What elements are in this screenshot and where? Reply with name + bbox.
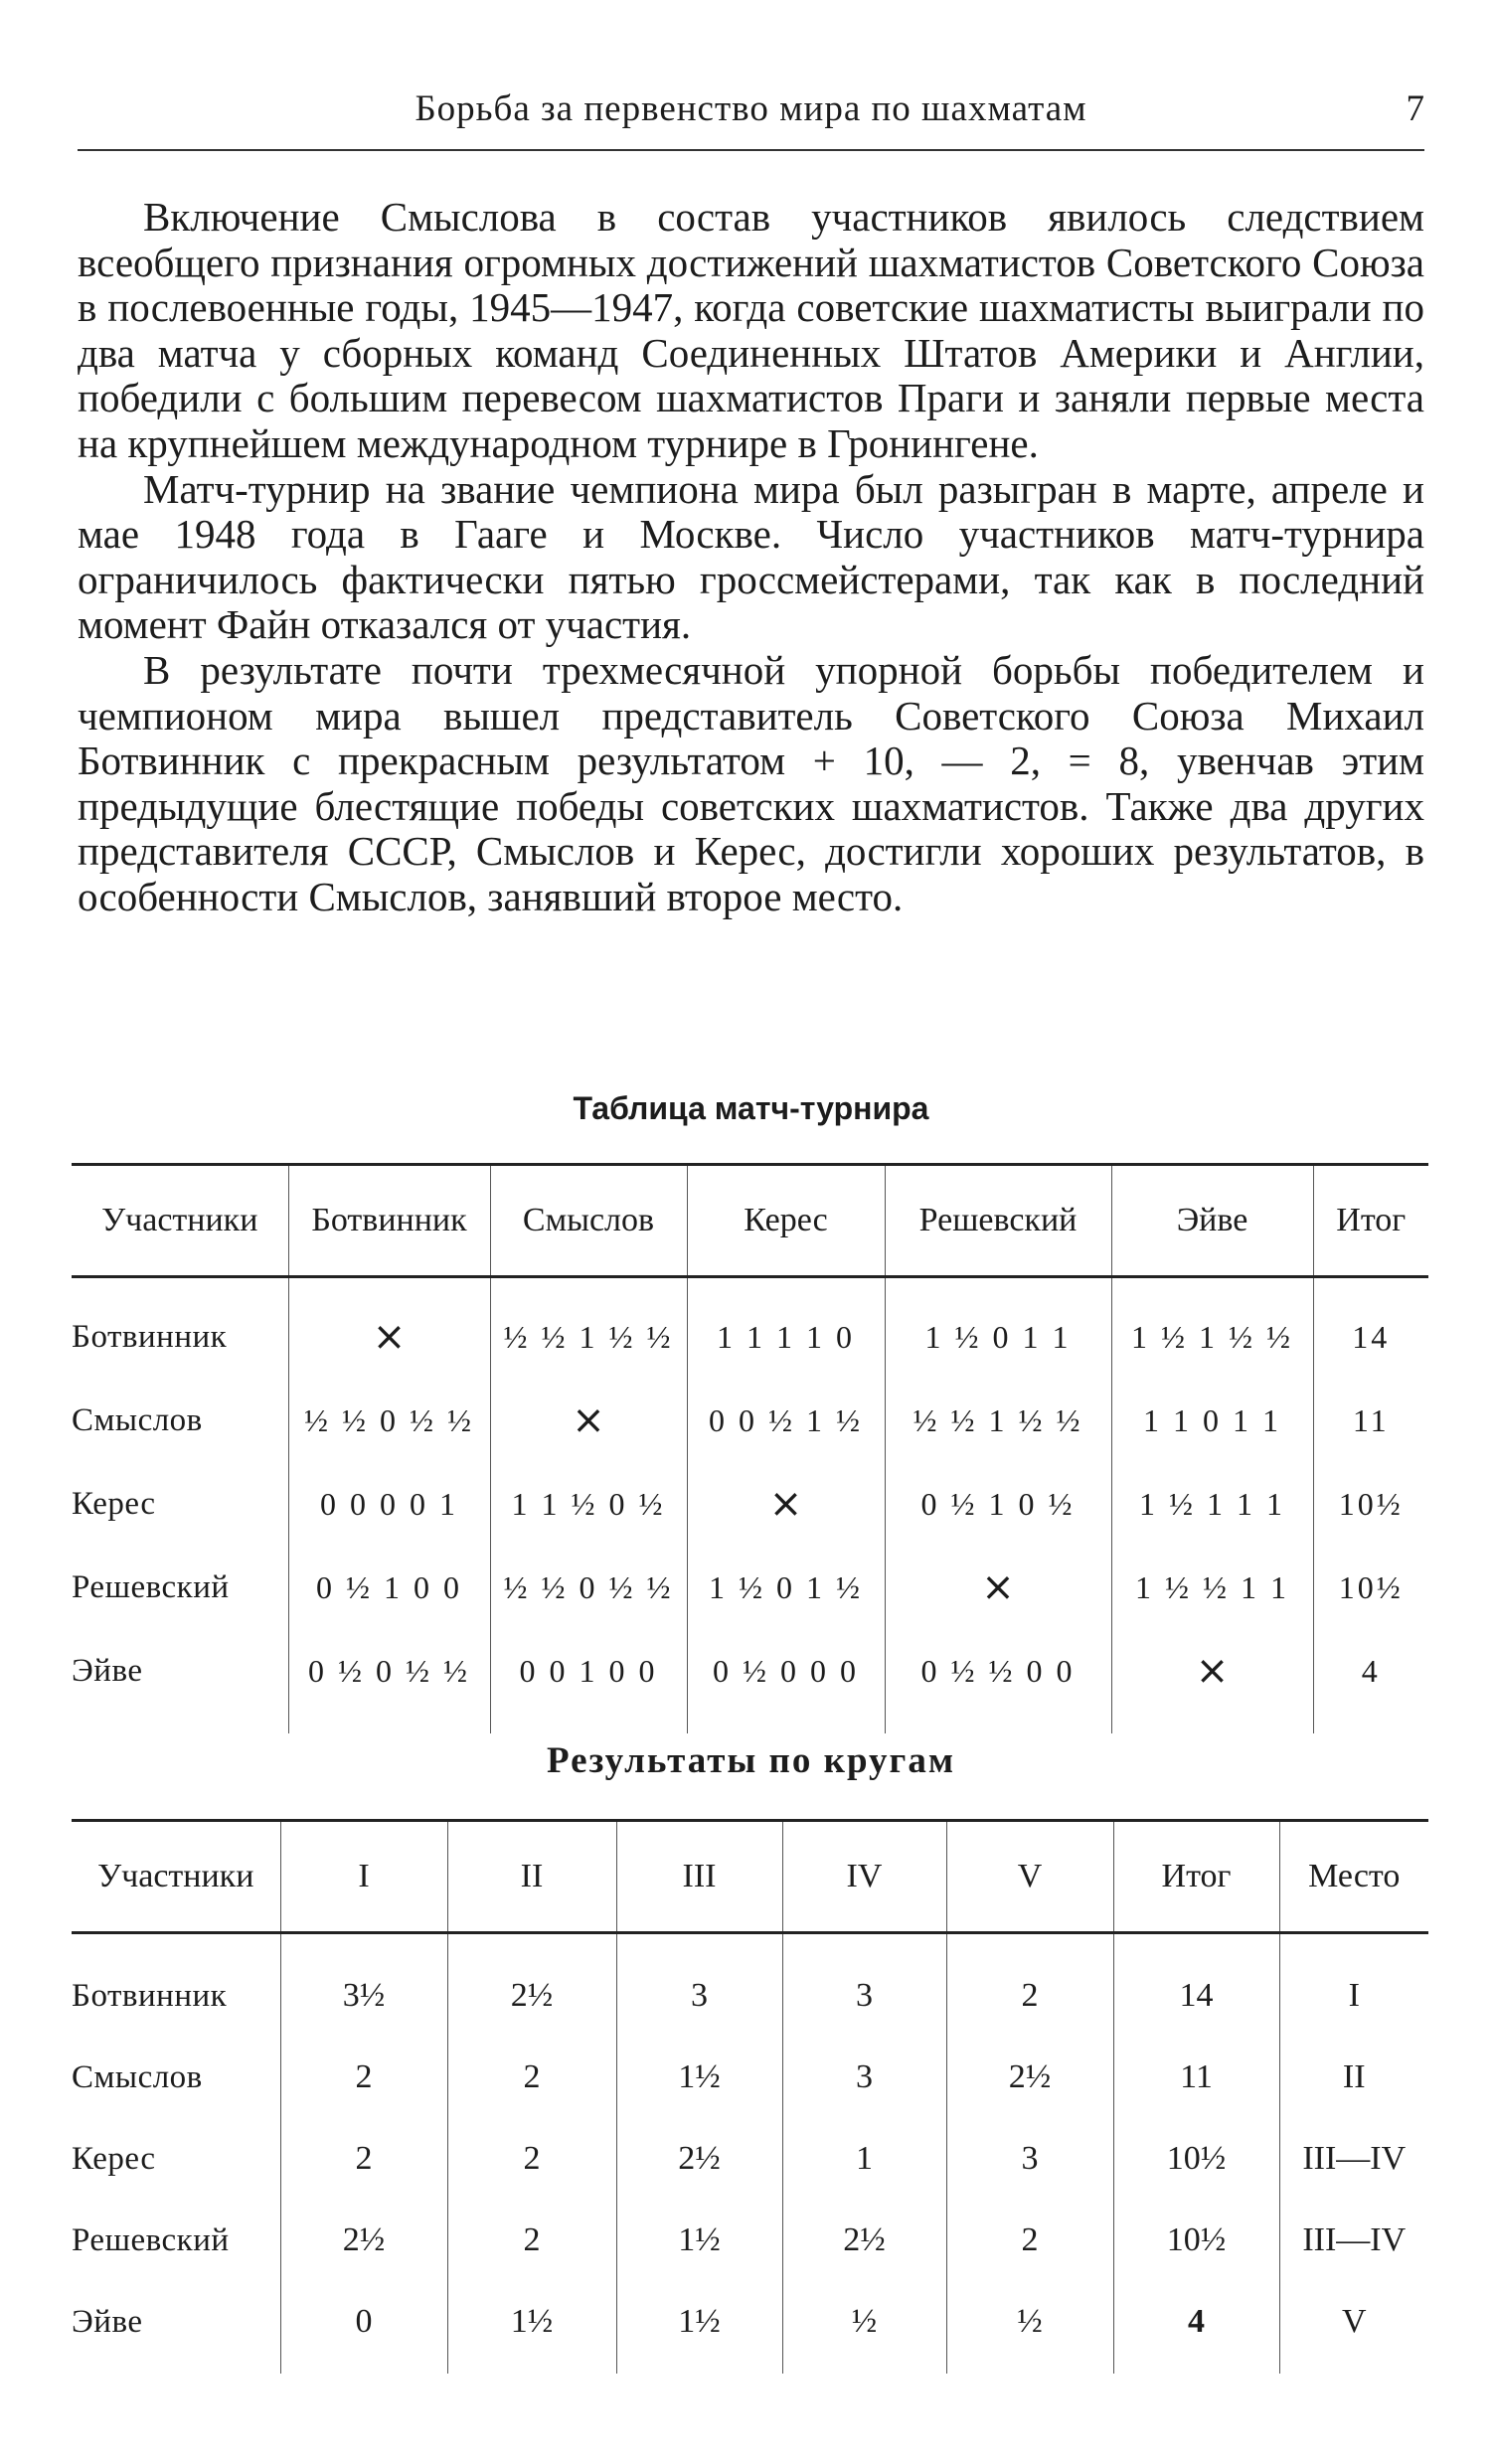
rounds-table-title: Результаты по кругам: [546, 1740, 956, 1781]
game-results: 0 ½ 0 0 0: [687, 1629, 885, 1733]
tournament-table-header: [72, 1165, 1428, 1277]
round-score: 1½: [447, 2281, 616, 2374]
game-results: 1 ½ 0 1 1: [885, 1277, 1111, 1380]
game-results: 0 ½ ½ 0 0: [885, 1629, 1111, 1733]
round-score: 1: [782, 2118, 946, 2200]
table-row: [72, 2118, 1428, 2200]
round-score: 2: [447, 2200, 616, 2281]
rounds-table: [72, 1819, 1428, 2374]
game-results: 1 ½ 0 1 ½: [687, 1546, 885, 1629]
round-score: 2: [280, 2118, 447, 2200]
round-score: 2: [946, 1933, 1113, 2038]
round-score: 1½: [616, 2281, 782, 2374]
place: II: [1279, 2037, 1428, 2118]
header-place: Место: [1279, 1821, 1428, 1933]
running-head-title: Борьба за первенство мира по шахматам: [415, 88, 1087, 129]
round-score: 3: [782, 1933, 946, 2038]
self-cross-mark: ×: [490, 1379, 687, 1462]
place: III—IV: [1279, 2118, 1428, 2200]
self-cross-mark: ×: [1111, 1629, 1313, 1733]
round-score: 2½: [616, 2118, 782, 2200]
game-results: 0 0 0 0 1: [288, 1462, 490, 1546]
participant-name: Эйве: [72, 1652, 143, 1689]
game-results: 0 ½ 1 0 ½: [885, 1462, 1111, 1546]
participant-name: Решевский: [72, 2221, 230, 2258]
header-total: Итог: [1113, 1821, 1279, 1933]
header-participants: Участники: [72, 1165, 288, 1277]
paragraph-2: Матч-турнир на звание чемпиона мира был разыгран в марте, апреле и мае 1948 года в Гааге и Москве. Число участников матч-турнира ограничилось фактически пятью гроссмейстерами, так как в последний момент Файн отказался от участия.: [78, 465, 1424, 648]
game-results: 0 ½ 0 ½ ½: [288, 1629, 490, 1733]
game-results: 1 ½ 1 ½ ½: [1111, 1277, 1313, 1380]
round-score: 2½: [782, 2200, 946, 2281]
game-results: 1 ½ ½ 1 1: [1111, 1546, 1313, 1629]
game-results: 1 ½ 1 1 1: [1111, 1462, 1313, 1546]
tournament-table: [72, 1163, 1428, 1733]
place: V: [1279, 2281, 1428, 2374]
participant-name: Ботвинник: [72, 1977, 228, 2014]
round-score: 1½: [616, 2037, 782, 2118]
header-round-1: I: [280, 1821, 447, 1933]
self-cross-mark: ×: [687, 1462, 885, 1546]
total-score: 11: [1313, 1379, 1428, 1462]
round-score: 2: [946, 2200, 1113, 2281]
round-score: 0: [280, 2281, 447, 2374]
participant-name: Керес: [72, 1485, 156, 1522]
table-row: [72, 1462, 1428, 1546]
participant-name: Эйве: [72, 2303, 143, 2340]
body-text: [78, 195, 1424, 920]
header-round-2: II: [447, 1821, 616, 1933]
header-smyslov: Смыслов: [490, 1165, 687, 1277]
participant-name: Смыслов: [72, 1401, 203, 1438]
header-participants: Участники: [72, 1821, 280, 1933]
table-row: [72, 1546, 1428, 1629]
table-row: [72, 1379, 1428, 1462]
header-rule: [78, 149, 1424, 151]
total-score: 10½: [1113, 2118, 1279, 2200]
round-score: 3: [616, 1933, 782, 2038]
rounds-table-header: [72, 1821, 1428, 1933]
game-results: ½ ½ 1 ½ ½: [885, 1379, 1111, 1462]
game-results: 1 1 1 1 0: [687, 1277, 885, 1380]
participant-name: Смыслов: [72, 2058, 203, 2095]
total-score: 14: [1113, 1933, 1279, 2038]
round-score: 3½: [280, 1933, 447, 2038]
paragraph-1: Включение Смыслова в состав участников явилось следствием всеобщего признания огромных достижений шахматистов Советского Союза в послевоенные годы, 1945—1947, когда советские шахматисты выиграли по два матча у сборных команд Соединенных Штатов Америки и Англии, победили с большим перевесом шахматистов Праги и заняли первые места на крупнейшем международном турнире в Гронингене.: [78, 194, 1424, 466]
total-score: 4: [1313, 1629, 1428, 1733]
round-score: 2: [280, 2037, 447, 2118]
round-score: 2: [447, 2037, 616, 2118]
total-score: 4: [1113, 2281, 1279, 2374]
header-round-3: III: [616, 1821, 782, 1933]
running-head: [78, 87, 1424, 137]
round-score: 2½: [447, 1933, 616, 2038]
total-score: 14: [1313, 1277, 1428, 1380]
round-score: 2½: [280, 2200, 447, 2281]
game-results: 0 0 ½ 1 ½: [687, 1379, 885, 1462]
table-row: [72, 2037, 1428, 2118]
header-reshevsky: Решевский: [885, 1165, 1111, 1277]
paragraph-3: В результате почти трехмесячной упорной борьбы победителем и чемпионом мира вышел представитель Советского Союза Михаил Ботвинник с прекрасным результатом + 10, — 2, = 8, увенчав этим предыдущие блестящие победы советских шахматистов. Также два других представителя СССР, Смыслов и Керес, достигли хороших результатов, в особенности Смыслов, занявший второе место.: [78, 646, 1424, 919]
round-score: 2: [447, 2118, 616, 2200]
table-row: [72, 1629, 1428, 1733]
header-keres: Керес: [687, 1165, 885, 1277]
total-score: 10½: [1113, 2200, 1279, 2281]
round-score: 2½: [946, 2037, 1113, 2118]
table-row: [72, 2200, 1428, 2281]
game-results: ½ ½ 1 ½ ½: [490, 1277, 687, 1380]
game-results: ½ ½ 0 ½ ½: [490, 1546, 687, 1629]
total-score: 10½: [1313, 1462, 1428, 1546]
round-score: 3: [782, 2037, 946, 2118]
total-score: 11: [1113, 2037, 1279, 2118]
round-score: 3: [946, 2118, 1113, 2200]
game-results: 0 0 1 0 0: [490, 1629, 687, 1733]
header-total: Итог: [1313, 1165, 1428, 1277]
game-results: ½ ½ 0 ½ ½: [288, 1379, 490, 1462]
participant-name: Решевский: [72, 1568, 230, 1605]
round-score: ½: [946, 2281, 1113, 2374]
total-score: 10½: [1313, 1546, 1428, 1629]
page-number: 7: [1406, 88, 1424, 129]
header-botvinnik: Ботвинник: [288, 1165, 490, 1277]
game-results: 1 1 0 1 1: [1111, 1379, 1313, 1462]
self-cross-mark: ×: [288, 1277, 490, 1380]
header-round-5: V: [946, 1821, 1113, 1933]
self-cross-mark: ×: [885, 1546, 1111, 1629]
game-results: 1 1 ½ 0 ½: [490, 1462, 687, 1546]
game-results: 0 ½ 1 0 0: [288, 1546, 490, 1629]
participant-name: Керес: [72, 2140, 156, 2177]
table-row: [72, 2281, 1428, 2374]
round-score: 1½: [616, 2200, 782, 2281]
participant-name: Ботвинник: [72, 1318, 228, 1355]
table-row: [72, 1277, 1428, 1380]
header-euwe: Эйве: [1111, 1165, 1313, 1277]
tournament-table-title: Таблица матч-турнира: [573, 1090, 929, 1126]
place: III—IV: [1279, 2200, 1428, 2281]
header-round-4: IV: [782, 1821, 946, 1933]
place: I: [1279, 1933, 1428, 2038]
round-score: ½: [782, 2281, 946, 2374]
table-row: [72, 1933, 1428, 2038]
